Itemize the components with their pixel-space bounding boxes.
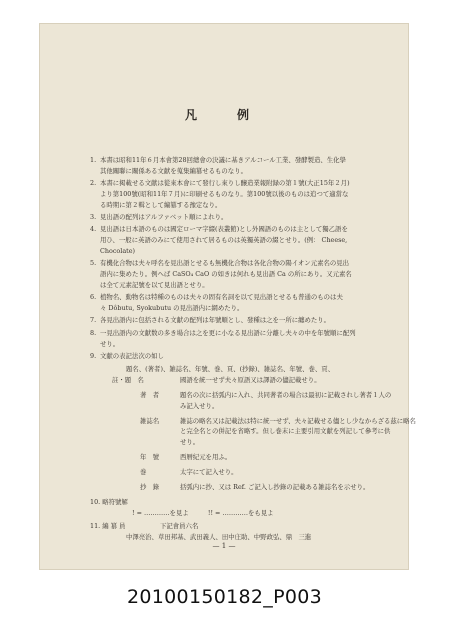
item-number: 7. — [90, 316, 97, 325]
item-text-line: は全て元素記號を以て見出語とせり。 — [100, 281, 209, 290]
item-text-line: 一見出語内の文献数の多き場合は之を更に小なる見出語に分離し夫々の中を年號順に配列 — [100, 328, 356, 337]
item-text-line: Chocolate) — [100, 247, 135, 256]
item-number: 2. — [90, 179, 97, 188]
item-text-line: 其他關聯に關係ある文献を蒐集編纂せるものなり。 — [100, 166, 247, 175]
note-label: 抄 錄 — [140, 483, 160, 491]
item-number: 9. — [90, 351, 97, 360]
document-body — [40, 24, 416, 569]
item-text-line: せり。 — [100, 339, 120, 348]
item-10-text: ! = …………を見よ !! = …………をも見よ — [132, 508, 274, 517]
item-11-value: 下記會員六名 — [160, 521, 199, 530]
item-number: 6. — [90, 293, 97, 302]
item-number: 8. — [90, 328, 97, 337]
note-label: 巻 — [140, 468, 147, 477]
note-text-line: 太字にて記入せり。 — [180, 468, 238, 477]
note-text-line: と完全名との併記を省略す。但し巻末に主要引用文献を列記して參考に供 — [180, 427, 391, 436]
item-text-line: 用ひ、一般に英語のみにて使用されて居るものは英獨英語の綴とせり。(例： Cheese, — [100, 236, 348, 245]
item-number: 1. — [90, 156, 97, 164]
image-caption: 20100150182_P003 — [127, 586, 322, 608]
note-text-line: み記入せり。 — [180, 401, 219, 410]
format-row: 題名、(著者)、雑誌名、年號、巻、頁、(抄錄)、雑誌名、年號、巻、頁、 — [126, 364, 335, 373]
note-text-line: 題名の次に括弧内に入れ、共同著者の場合は最初に記載されし著者１人の — [180, 390, 392, 399]
item-text-line: 本書に掲載せる文献は從來本會にて發行し來りし醸造業報附録の第１號(大正15年２月) — [100, 179, 350, 188]
document-page — [40, 24, 416, 569]
note-text-line: 括弧内に抄、又は Ref. ご記入し抄錄の記載ある雑誌名を示せり。 — [180, 483, 370, 491]
item-11-label: 11. 編 纂 員 — [90, 521, 126, 530]
page-number: — 1 — — [212, 542, 236, 550]
item-text-line: 語内に集めたり。例へば CaSO₄ CaO の如きは何れも見出語 Ca の所にあり。又元素名 — [100, 270, 352, 279]
note-text-line: 雑誌の略名又は記載法は特に統一せず、夫々記載せる儘とし少なからざる茲に略名 — [180, 416, 416, 425]
item-text-line: 々 Dôbutu, Syokubutu の見出語内に網めたり。 — [100, 304, 244, 313]
note-label: 註・題 名 — [112, 375, 144, 384]
document-title: 凡 例 — [184, 108, 263, 122]
item-11-members: 中澤亮治、草田邦基、武田義人、田中庄助、中野政弘、鼎 三進 — [126, 532, 312, 541]
item-text-line: 本書は昭和11年６月本會第28回總會の決議に基きアルコール工業、發酵製造、生化學 — [100, 156, 346, 164]
item-text-line: より第100號(昭和11年７月)に印刷せるものなり。第100號以後のものは追つて適當な — [100, 190, 349, 198]
note-text-line: せり。 — [180, 438, 200, 447]
item-10-label: 10. 略符號解 — [90, 497, 128, 506]
item-number: 4. — [90, 225, 97, 234]
note-text-line: 西暦紀元を用ふ。 — [180, 453, 232, 462]
item-text-line: 有機化合物は夫々呼名を見出語とせるも無機化合物は各化合物の陽イオン元素名の見出 — [100, 259, 350, 268]
note-text-line: 國語を統一せず夫々原語又は譯語の儘記載せり。 — [180, 375, 321, 384]
item-text-line: 文献の表記法次の如し — [100, 351, 164, 360]
item-text-line: る時期に第２輯として編纂する豫定なり。 — [100, 200, 222, 209]
note-label: 雑誌名 — [140, 416, 160, 425]
item-text-line: 各見出語内に包括される文献の配列は年號順とし、發種は之を一所に纏めたり。 — [100, 316, 331, 325]
item-text-line: 見出語の配列はアルファベット順によれり。 — [100, 213, 228, 222]
item-text-line: 植物名、動物名は特種のものは夫々の固有名詞を以て見出語とせるも普通のものは夫 — [100, 293, 343, 302]
item-number: 5. — [90, 259, 97, 268]
item-text-line: 見出語は日本語のものは國定ローマ字綴(表叢館)とし外國語のものは主として獨乙語を — [100, 225, 348, 234]
item-number: 3. — [90, 213, 97, 222]
note-label: 著 者 — [140, 390, 160, 399]
note-label: 年 號 — [140, 453, 160, 462]
